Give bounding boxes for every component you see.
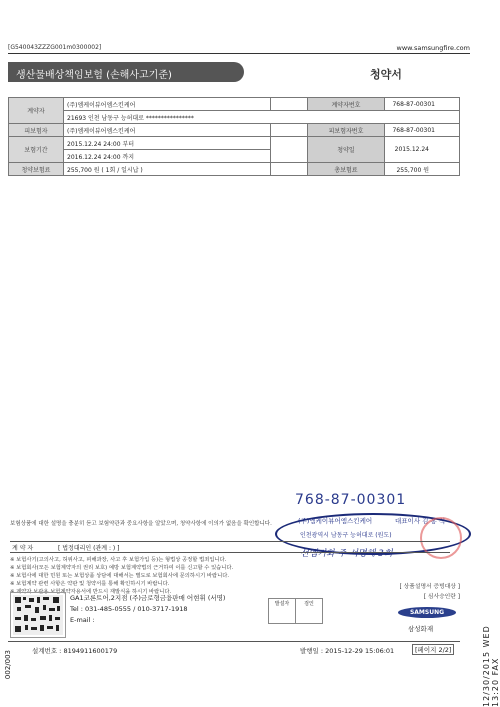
contract-signature-row: [10, 541, 450, 553]
insured-name: (주)엠케이뷰어엠스킨케어: [64, 124, 271, 137]
samsung-logo: SAMSUNG: [398, 607, 456, 618]
premium-value: 255,700 원 ( 1회 / 일시납 ): [64, 163, 271, 176]
fax-header: 12/30/2015 WED 13:20 FAX: [482, 625, 500, 707]
contractor-address: 21693 인천 남동구 능허대로 ****************: [64, 111, 460, 124]
agent-name: GA1코론트어,2지점 (주)금로형금융판매 어현휘 (서명): [70, 594, 226, 602]
top-divider: [8, 53, 470, 54]
total-premium: 255,700 원: [385, 163, 460, 176]
warning-1: ※ 보험사기(고의사고, 허위사고, 피해과장, 사고 후 보험가입 등)는 형법상 공정할 법죄입니다.: [10, 557, 227, 563]
agent-email: E-mail :: [70, 616, 95, 624]
stamp-address: 인천광역시 남동구 능허대로 (원도): [300, 532, 392, 539]
contract-info-table: [8, 97, 460, 176]
design-number: 설계번호 : 8194911600179: [32, 647, 118, 655]
page-indicator: [페이지 2/2]: [412, 644, 454, 655]
fax-page-count: 002/003: [4, 650, 12, 680]
sign-cell-2: 검인: [296, 599, 323, 624]
barcode-icon: [11, 593, 65, 637]
period-end: 2016.12.24 24:00 까지: [64, 150, 271, 163]
website-url: www.samsungfire.com: [396, 44, 470, 52]
period-label: 보험기간: [9, 137, 64, 163]
company-name: 삼성화재: [408, 625, 434, 633]
application-label: 청약서: [370, 68, 402, 81]
title-banner: [8, 62, 244, 82]
review-box: [360, 582, 460, 602]
contractor-label: 계약자: [9, 98, 64, 124]
notice-text: 보험상품에 대한 설명을 충분히 듣고 보험약관과 중요사항을 알았으며, 청약사항에 이의가 없음을 확인합니다.: [10, 521, 272, 527]
agent-tel: Tel : 031-485-0555 / 010-3717-1918: [70, 605, 188, 613]
insured-no-label: 피보험자번호: [308, 124, 385, 137]
stamp-number: 768-87-00301: [295, 492, 407, 508]
biz-no-label: 계약자번호: [308, 98, 385, 111]
barcode-image: [10, 592, 66, 638]
stamp-company: (주)엠케이뷰어엠스킨케어: [298, 517, 373, 525]
biz-no: 768-87-00301: [385, 98, 460, 111]
document-code: [G540043ZZZG001m0300002]: [8, 44, 102, 51]
review-label-1: [ 상품설명서 증빙대상 ]: [399, 584, 460, 590]
approval-stamp-table: [268, 598, 323, 624]
agent-info: [70, 593, 225, 626]
issued-date: 발행일 : 2015-12-29 15:06:01: [300, 647, 395, 655]
warning-3: ※ 보험사에 대한 민원 또는 보험상품 상담에 대해서는 별도로 보험회사에 문의하시기 바랍니다.: [10, 573, 230, 579]
period-start: 2015.12.24 24:00 부터: [64, 137, 271, 150]
sign-cell-1: 발설자: [269, 599, 296, 624]
review-label-2: [ 심사승인란 ]: [423, 594, 460, 600]
footer-divider: [8, 641, 460, 642]
contract-label: 계 약 자: [12, 545, 34, 552]
app-date: 2015.12.24: [385, 137, 460, 163]
handwritten-signature: 선엠기화 주 서명해 3회: [300, 549, 393, 559]
total-premium-label: 총보험료: [308, 163, 385, 176]
contractor-name: (주)엠케이뷰어엠스킨케어: [64, 98, 271, 111]
warning-2: ※ 보험회사(모든 보험계약자의 권리 보호) 예방 보험계약법의 근거하여 이를 신고할 수 있습니다.: [10, 565, 234, 571]
document-title: 생산물배상책임보험 (손해사고기준): [16, 70, 172, 81]
warning-4: ※ 보험계약 관련 사항은 약관 및 청약서를 통해 확인하시기 바랍니다.: [10, 581, 170, 587]
stamp-ceo: 대표이사 김 홍 석: [395, 517, 446, 525]
warning-list: [10, 556, 320, 596]
insured-no: 768-87-00301: [385, 124, 460, 137]
warning-5: ※ 계약자 보관용 보험계약자용서에 반드시 재발식을 하시기 바랍니다.: [10, 589, 172, 595]
insured-label: 피보험자: [9, 124, 64, 137]
contract-value: [ 법정대리인 (관계 : ) ]: [58, 545, 120, 552]
app-date-label: 청약일: [308, 137, 385, 163]
premium-label: 청약보험료: [9, 163, 64, 176]
